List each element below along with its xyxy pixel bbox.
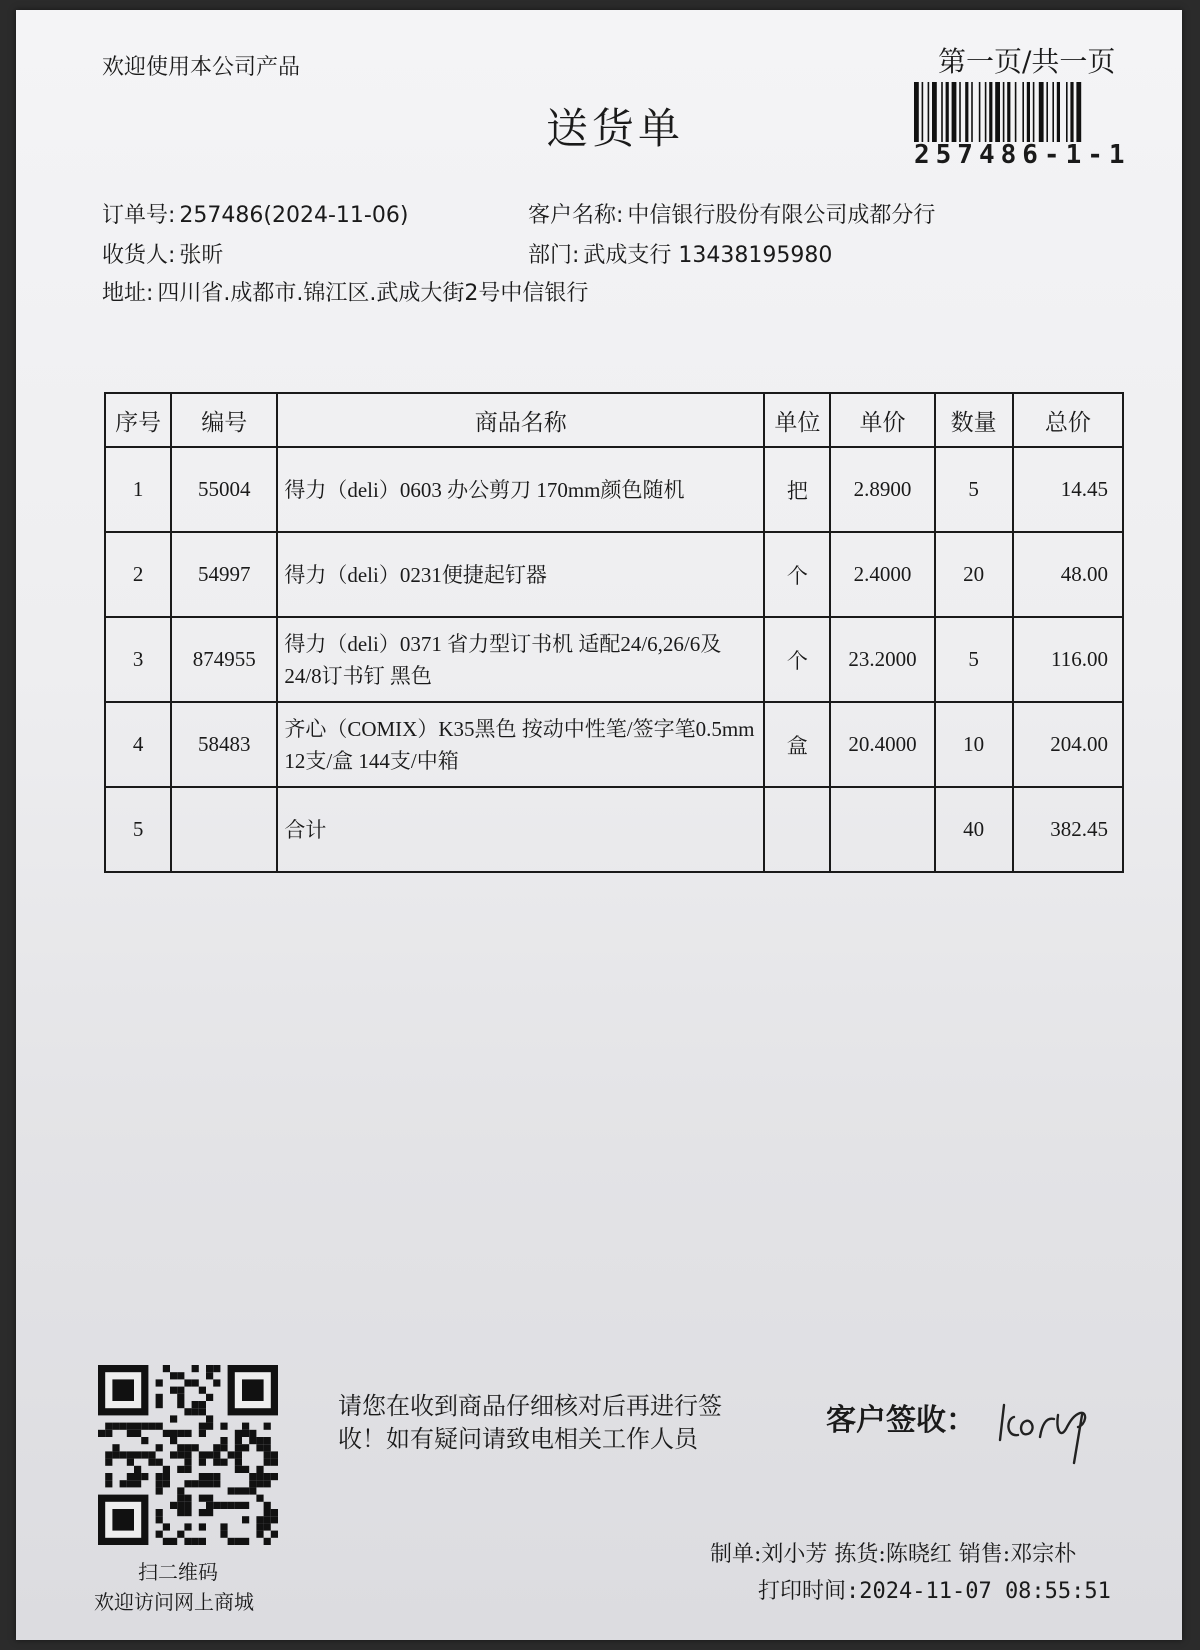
cell-qty: 5 [935, 617, 1013, 702]
header-qty: 数量 [935, 393, 1013, 447]
customer-name-value: 中信银行股份有限公司成都分行 [627, 203, 936, 228]
cell-price: 23.2000 [830, 617, 934, 702]
cell-total: 14.45 [1013, 447, 1123, 532]
notice-text: 请您在收到商品仔细核对后再进行签收！如有疑问请致电相关工作人员 [338, 1392, 722, 1453]
qr-code[interactable] [98, 1365, 278, 1545]
department-value: 武成支行 13438195980 [583, 243, 833, 268]
department [528, 238, 832, 269]
cell-seq: 2 [105, 532, 171, 617]
barcode-number: 257486-1-1 [914, 140, 1131, 170]
table-row [105, 702, 1123, 787]
cell-code [171, 787, 277, 872]
cell-unit: 把 [764, 447, 830, 532]
cell-seq: 1 [105, 447, 171, 532]
cell-code: 55004 [171, 447, 277, 532]
cell-price: 2.8900 [830, 447, 934, 532]
cell-total: 382.45 [1013, 787, 1123, 872]
header-seq: 序号 [105, 393, 171, 447]
cell-qty: 40 [935, 787, 1013, 872]
cell-code: 874955 [171, 617, 277, 702]
cell-qty: 20 [935, 532, 1013, 617]
header-unit: 单位 [764, 393, 830, 447]
customer-signature-label: 客户签收： [826, 1403, 976, 1438]
table-row-total [105, 787, 1123, 872]
cell-name: 得力（deli）0603 办公剪刀 170mm颜色随机 [277, 447, 764, 532]
cell-qty: 10 [935, 702, 1013, 787]
receiver-value: 张昕 [179, 243, 224, 268]
cell-price [830, 787, 934, 872]
barcode [914, 82, 1126, 142]
address [102, 276, 588, 307]
staff-info: 制单:刘小芳 拣货:陈晓红 销售:邓宗朴 [710, 1542, 1077, 1567]
cell-name: 齐心（COMIX）K35黑色 按动中性笔/签字笔0.5mm 12支/盒 144支/中箱 [277, 702, 764, 787]
qr-caption-mall: 欢迎访问网上商城 [94, 1590, 254, 1614]
table-row [105, 532, 1123, 617]
handwritten-signature [996, 1385, 1106, 1465]
table-row [105, 447, 1123, 532]
cell-price: 2.4000 [830, 532, 934, 617]
delivery-note [16, 10, 1182, 1640]
receiver-label: 收货人: [102, 243, 176, 268]
print-time: 打印时间:2024-11-07 08:55:51 [758, 1579, 1111, 1604]
customer-name [528, 198, 935, 229]
cell-seq: 3 [105, 617, 171, 702]
welcome-text: 欢迎使用本公司产品 [102, 55, 301, 80]
cell-unit: 个 [764, 617, 830, 702]
table-row [105, 617, 1123, 702]
cell-seq: 5 [105, 787, 171, 872]
cell-price: 20.4000 [830, 702, 934, 787]
cell-total: 48.00 [1013, 532, 1123, 617]
cell-total: 116.00 [1013, 617, 1123, 702]
cell-code: 54997 [171, 532, 277, 617]
cell-unit: 个 [764, 532, 830, 617]
header-code: 编号 [171, 393, 277, 447]
receiver [102, 238, 223, 269]
order-number-label: 订单号: [102, 203, 176, 228]
header-price: 单价 [830, 393, 934, 447]
items-table [104, 392, 1124, 873]
customer-name-label: 客户名称: [528, 203, 624, 228]
address-value: 四川省.成都市.锦江区.武成大街2号中信银行 [157, 281, 589, 306]
cell-total: 204.00 [1013, 702, 1123, 787]
cell-seq: 4 [105, 702, 171, 787]
cell-name: 合计 [277, 787, 764, 872]
cell-unit: 盒 [764, 702, 830, 787]
cell-name: 得力（deli）0231便捷起钉器 [277, 532, 764, 617]
cell-qty: 5 [935, 447, 1013, 532]
header-name: 商品名称 [277, 393, 764, 447]
order-number-value: 257486(2024-11-06) [179, 203, 409, 228]
header-total: 总价 [1013, 393, 1123, 447]
document-title: 送货单 [546, 104, 685, 153]
department-label: 部门: [528, 243, 580, 268]
page-info: 第一页/共一页 [938, 45, 1116, 78]
qr-caption: 扫二维码 [138, 1560, 218, 1584]
cell-unit [764, 787, 830, 872]
cell-code: 58483 [171, 702, 277, 787]
address-label: 地址: [102, 281, 154, 306]
cell-name: 得力（deli）0371 省力型订书机 适配24/6,26/6及24/8订书钉 黑色 [277, 617, 764, 702]
order-number [102, 198, 408, 229]
table-header-row [105, 393, 1123, 447]
